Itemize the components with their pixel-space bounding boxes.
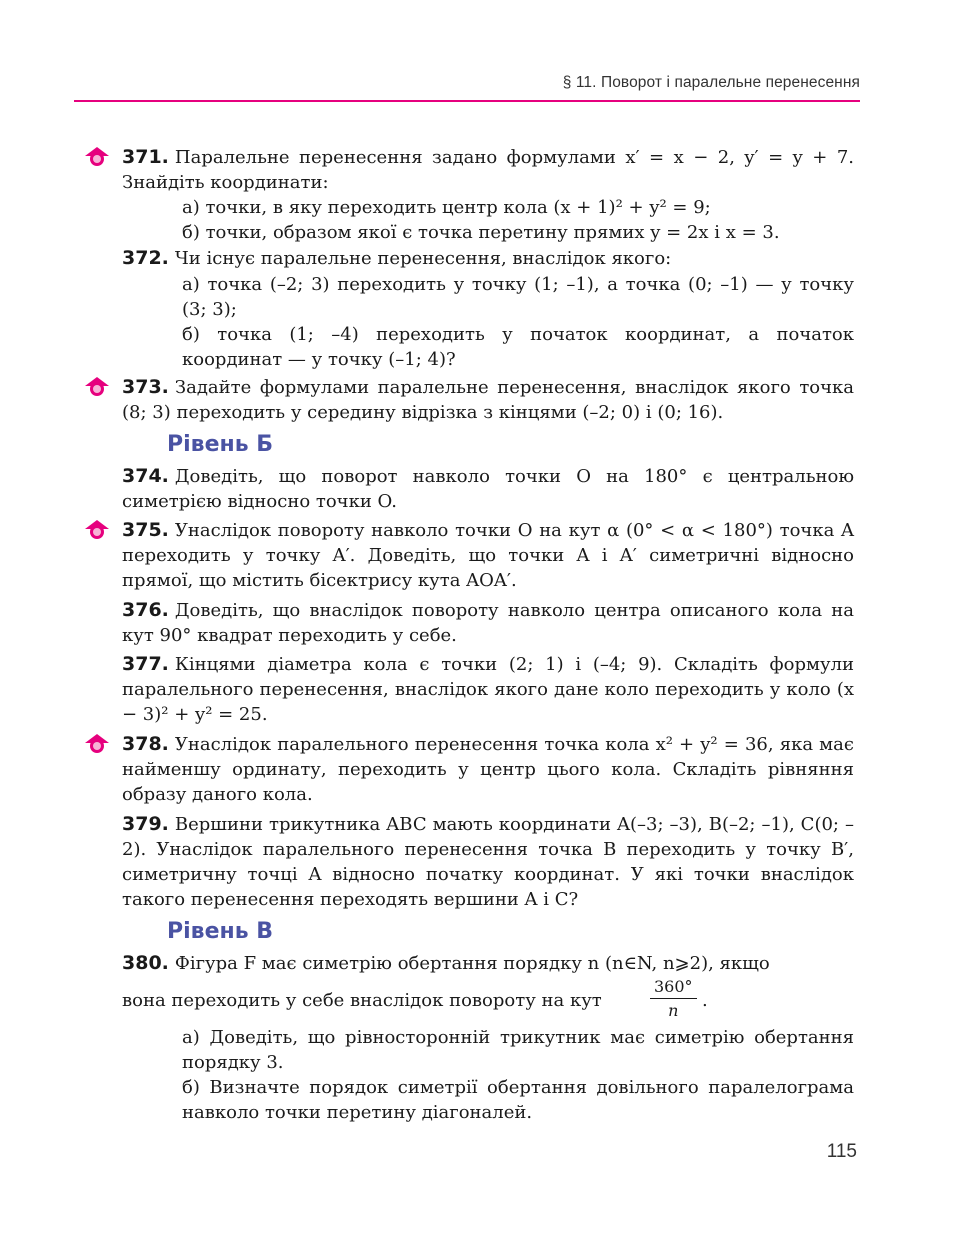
problem-number: 378. bbox=[122, 733, 169, 755]
fraction-360-over-n bbox=[650, 977, 697, 1020]
problem-number: 375. bbox=[122, 519, 169, 541]
problem-text: Чи існує паралельне перенесення, внаслідок якого: bbox=[174, 248, 672, 269]
running-header: § 11. Поворот і паралельне перенесення bbox=[562, 74, 860, 91]
problem-372 bbox=[122, 246, 854, 271]
level-b-heading: Рівень Б bbox=[167, 432, 274, 457]
problem-379 bbox=[122, 812, 854, 912]
problem-378 bbox=[122, 732, 854, 807]
problem-376 bbox=[122, 598, 854, 648]
problem-371-b: б) точки, образом якої є точка перетину прямих y = 2x і x = 3. bbox=[182, 222, 780, 243]
problem-number: 377. bbox=[122, 653, 169, 675]
problem-text: Кінцями діаметра кола є точки (2; 1) і (–4; 9). Складіть формули паралельного перенесення, внаслідок якого дане коло переходить у коло (x − 3)² + y² = 25. bbox=[122, 654, 854, 725]
problem-text: Унаслідок паралельного перенесення точка кола x² + y² = 36, яка має найменшу ординату, переходить у центр цього кола. Складіть рівняння образу даного кола. bbox=[122, 734, 854, 805]
problem-380-b: б) Визначте порядок симетрії обертання довільного паралелограма навколо точки перетину діагоналей. bbox=[182, 1077, 854, 1123]
problem-number: 379. bbox=[122, 813, 169, 835]
problem-number: 380. bbox=[122, 952, 169, 974]
page-number: 115 bbox=[826, 1141, 857, 1162]
problem-text-line1: Фігура F має симетрію обертання порядку n (n∈N, n⩾2), якщо bbox=[174, 953, 770, 974]
problem-373 bbox=[122, 375, 854, 425]
fraction-period: . bbox=[702, 990, 708, 1011]
difficulty-marker-icon bbox=[82, 518, 112, 540]
problem-text-line2: вона переходить у себе внаслідок повороту на кут bbox=[122, 990, 602, 1011]
level-v-heading: Рівень В bbox=[167, 919, 274, 944]
problem-text: Доведіть, що поворот навколо точки O на 180° є центральною симетрією відносно точки O. bbox=[122, 466, 854, 512]
difficulty-marker-icon bbox=[82, 375, 112, 397]
problem-380-a: а) Доведіть, що рівносторонній трикутник має симетрію обертання порядку 3. bbox=[182, 1027, 854, 1073]
fraction-numerator: 360° bbox=[650, 977, 697, 999]
problem-374 bbox=[122, 464, 854, 514]
problem-380-line2 bbox=[122, 988, 602, 1013]
problem-372-a: а) точка (–2; 3) переходить у точку (1; –1), а точка (0; –1) — у точку (3; 3); bbox=[182, 274, 854, 320]
difficulty-marker-icon bbox=[82, 732, 112, 754]
problem-number: 376. bbox=[122, 599, 169, 621]
difficulty-marker-icon bbox=[82, 145, 112, 167]
problem-380 bbox=[122, 951, 854, 976]
header-divider bbox=[74, 100, 860, 102]
problem-377 bbox=[122, 652, 854, 727]
problem-text: Вершини трикутника ABC мають координати A(–3; –3), B(–2; –1), C(0; –2). Унаслідок паралельного перенесення точка B переходить у точку B′, симетричну точці A відносно початку координат. У які точки внаслідок такого перенесення переходять вершини A і C? bbox=[122, 814, 854, 910]
problem-number: 371. bbox=[122, 146, 169, 168]
problem-371-a: а) точки, в яку переходить центр кола (x + 1)² + y² = 9; bbox=[182, 197, 711, 218]
problem-number: 372. bbox=[122, 247, 169, 269]
problem-text: Доведіть, що внаслідок повороту навколо центра описаного кола на кут 90° квадрат переходить у себе. bbox=[122, 600, 854, 646]
problem-371 bbox=[122, 145, 854, 195]
problem-375 bbox=[122, 518, 854, 593]
problem-text: Задайте формулами паралельне перенесення, внаслідок якого точка (8; 3) переходить у середину відрізка з кінцями (–2; 0) і (0; 16). bbox=[122, 377, 854, 423]
problem-372-b: б) точка (1; –4) переходить у початок координат, а початок координат — у точку (–1; 4)? bbox=[182, 324, 854, 370]
fraction-denominator: n bbox=[668, 1001, 679, 1020]
problem-number: 374. bbox=[122, 465, 169, 487]
problem-number: 373. bbox=[122, 376, 169, 398]
problem-text: Паралельне перенесення задано формулами x′ = x − 2, y′ = y + 7. Знайдіть координати: bbox=[122, 147, 854, 193]
problem-text: Унаслідок повороту навколо точки O на кут α (0° < α < 180°) точка A переходить у точку A′. Доведіть, що точки A і A′ симетричні відносно прямої, що містить бісектрису кута AOA′. bbox=[122, 520, 854, 591]
